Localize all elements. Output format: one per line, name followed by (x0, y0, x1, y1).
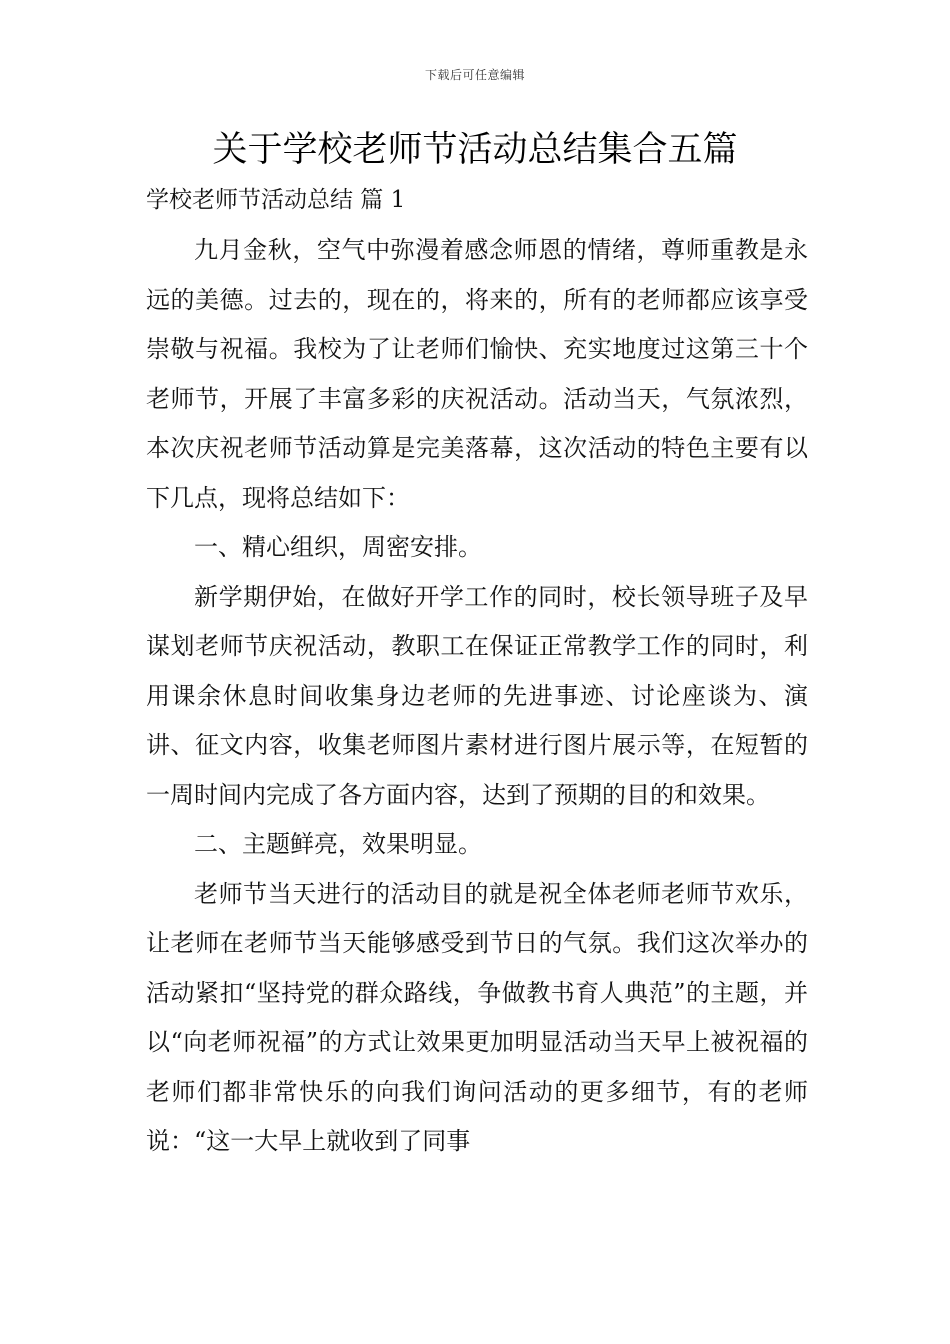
section-heading: 学校老师节活动总结 篇 1 (146, 187, 406, 213)
item-heading-1: 一、精心组织，周密安排。 (194, 533, 482, 561)
paragraph-organization: 新学期伊始，在做好开学工作的同时，校长领导班子及早谋划老师节庆祝活动，教职工在保证正常教学工作的同时，利用课余休息时间收集身边老师的先进事迹、讨论座谈为、演讲、征文内容，收集老师图片素材进行图片展示等，在短暂的一周时间内完成了各方面内容，达到了预期的目的和效果。 (146, 582, 808, 809)
header-note: 下载后可任意编辑 (424, 68, 525, 82)
paragraph-intro: 九月金秋，空气中弥漫着感念师恩的情绪，尊师重教是永远的美德。过去的，现在的，将来的，所有的老师都应该享受崇敬与祝福。我校为了让老师们愉快、充实地度过这第三十个老师节，开展了丰富多彩的庆祝活动。活动当天，气氛浓烈，本次庆祝老师节活动算是完美落幕，这次活动的特色主要有以下几点，现将总结如下： (146, 236, 808, 512)
document-body (146, 226, 808, 1167)
item-heading-2: 二、主题鲜亮，效果明显。 (194, 830, 482, 858)
document-title: 关于学校老师节活动总结集合五篇 (212, 130, 738, 170)
paragraph-theme: 老师节当天进行的活动目的就是祝全体老师老师节欢乐，让老师在老师节当天能够感受到节日的气氛。我们这次举办的活动紧扣“坚持党的群众路线，争做教书育人典范”的主题，并以“向老师祝福”的方式让效果更加明显活动当天早上被祝福的老师们都非常快乐的向我们询问活动的更多细节，有的老师说：“这一大早上就收到了同事 (146, 879, 808, 1155)
